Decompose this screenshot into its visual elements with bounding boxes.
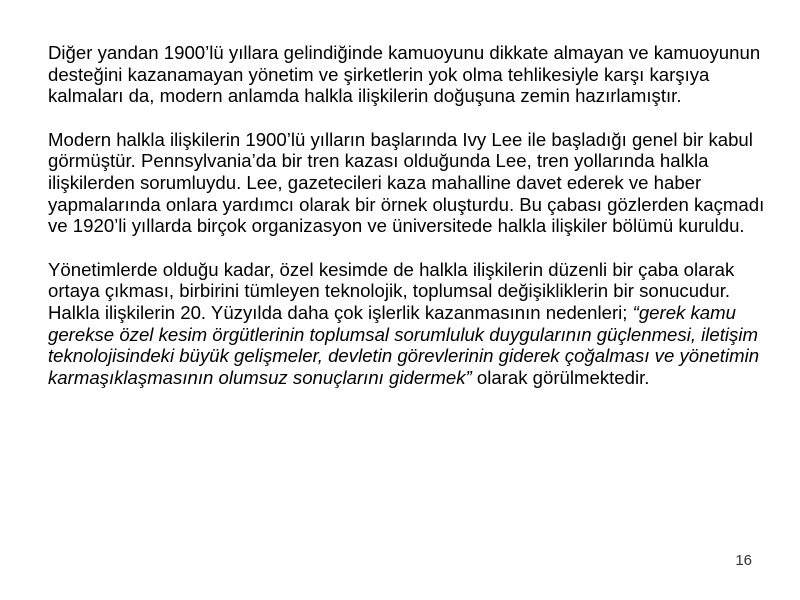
paragraph-3 bbox=[48, 259, 768, 389]
paragraph-1: Diğer yandan 1900’lü yıllara gelindiğinde kamuoyunu dikkate almayan ve kamuoyunun desteğini kazanamayan yönetim ve şirketlerin yok olma tehlikesiyle karşı karşıya kalmaları da, modern anlamda halkla ilişkilerin doğuşuna zemin hazırlamıştır. bbox=[48, 42, 761, 107]
paragraph-3-lead: Yönetimlerde olduğu kadar, özel kesimde de halkla ilişkilerin düzenli bir çaba olarak ortaya çıkması, birbirini tümleyen teknolojik, toplumsal değişikliklerin bir sonucudur. Halkla ilişkilerin 20. Yüzyılda daha çok işlerlik kazanmasının nedenleri; bbox=[48, 258, 735, 323]
page-number: 16 bbox=[735, 552, 752, 569]
paragraph-3-quote: “gerek kamu gerekse özel kesim örgütlerinin toplumsal sorumluluk duygularının güçlenmesi, iletişim teknolojisindeki büyük gelişmeler, devletin görevlerinin giderek çoğalması ve yönetimin karmaşıklaşmasının olumsuz sonuçlarını gidermek” bbox=[48, 301, 760, 388]
paragraph-3-tail: olarak görülmektedir. bbox=[471, 366, 650, 388]
paragraph-2: Modern halkla ilişkilerin 1900’lü yılların başlarında Ivy Lee ile başladığı genel bir kabul görmüştür. Pennsylvania’da bir tren kazası olduğunda Lee, tren yollarında halkla ilişkilerden sorumluydu. Lee, gazetecileri kaza mahalline davet ederek ve haber yapmalarında onlara yardımcı olarak bir örnek oluşturdu. Bu çabası gözlerden kaçmadı ve 1920’li yıllarda birçok organizasyon ve üniversitede halkla ilişkiler bölümü kuruldu. bbox=[48, 128, 765, 237]
slide-body bbox=[48, 42, 768, 388]
